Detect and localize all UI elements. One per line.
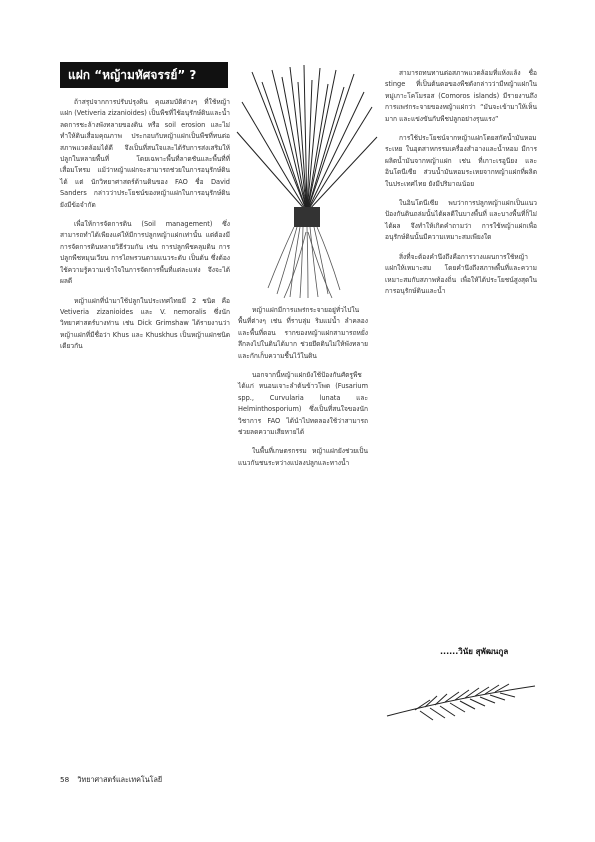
- author-signature: ......วินัย สุพัฒนกูล: [440, 647, 509, 656]
- paragraph: เพื่อให้การจัดการดิน (Soil management) ซึ่งสามารถทำได้เพียงแค่ให้มีการปลูกหญ้าแฝกเท่านั้น แต่ต้องมีการจัดการดินหลายวิธีร่วมกัน เช่น การปลูกพืชคลุมดิน การปลูกพืชหมุนเวียน การไถพรวนตามแนวระดับ เป็นต้น ซึ่งต้องใช้ความรู้ความเข้าใจในการจัดการพื้นที่แต่ละแห่ง จึงจะได้ผลดี: [60, 220, 230, 286]
- grass-spike-illustration: [385, 676, 537, 731]
- article-title: แฝก “หญ้ามหัศจรรย์” ?: [60, 62, 228, 88]
- publication-name: วิทยาศาสตร์และเทคโนโลยี: [77, 775, 163, 784]
- paragraph: สามารถทนทานต่อสภาพแวดล้อมที่แห้งแล้ง ชื่อ stinge ที่เป็นต้นตอของพืชดังกล่าวว่ามีหญ้าแฝกในหมู่เกาะโคโมรอส (Comoros islands) มีรายงานถึงการแพร่กระจายของหญ้าแฝกว่า “มันจะเข้ามาให้เห็นมาก และแข่งขันกับพืชปลูกอย่างรุนแรง”: [385, 69, 537, 123]
- middle-column: [238, 305, 368, 755]
- paragraph: การใช้ประโยชน์จากหญ้าแฝกโดยสกัดน้ำมันหอมระเหย ในอุตสาหกรรมเครื่องสำอางและน้ำหอม มีการผลิตน้ำมันจากหญ้าแฝก เช่น ที่เกาะเรอูนียง และอินโดนีเซีย ส่วนน้ำมันหอมระเหยจากหญ้าแฝกที่ผลิตในประเทศไทย ยังมีปริมาณน้อย: [385, 134, 537, 188]
- right-column: [385, 68, 537, 568]
- paragraph: นอกจากนี้หญ้าแฝกยังใช้ป้องกันศัตรูพืช ได้แก่ หนอนเจาะลำต้นข้าวโพด (Fusarium spp., Curvularia lunata และ Helminthosporium) ซึ่งเป็นที่สนใจของนักวิชาการ FAO ได้นำไปทดลองใช้ว่าสามารถช่วยลดความเสียหายได้: [238, 371, 368, 437]
- paragraph: ถ้าสรุปจากการปรับปรุงดิน คุณสมบัติต่างๆ ที่ใช้หญ้าแฝก (Vetiveria zizanioides) เป็นพืชที่ใช้อนุรักษ์ดินและน้ำ ลดการชะล้างพังทลายของดิน หรือ soil erosion และไม่ทำให้ดินเสื่อมคุณภาพ ประกอบกับหญ้าแฝกเป็นพืชที่ทนต่อสภาพแวดล้อมได้ดี จึงเป็นที่สนใจและได้รับการส่งเสริมให้ปลูกในหลายพื้นที่ โดยเฉพาะพื้นที่ลาดชันและพื้นที่ที่เสื่อมโทรม แม้ว่าหญ้าแฝกจะสามารถช่วยในการอนุรักษ์ดินได้ แต่ นักวิทยาศาสตร์ด้านดินของ FAO ชื่อ David Sanders กล่าวว่าประโยชน์ของหญ้าแฝกในการอนุรักษ์ดินยังมีข้อจำกัด: [60, 98, 230, 209]
- paragraph: ในอินโดนีเซีย พบว่าการปลูกหญ้าแฝกเป็นแนวป้องกันดินถล่มนั้นได้ผลดีในบางพื้นที่ และบางพื้นที่ก็ไม่ได้ผล จึงทำให้เกิดคำถามว่า การใช้หญ้าแฝกเพื่ออนุรักษ์ดินนั้นมีความเหมาะสมเพียงใด: [385, 199, 537, 242]
- vetiver-grass-illustration: [232, 62, 382, 300]
- left-column: [60, 97, 230, 757]
- page-footer: [60, 775, 162, 786]
- paragraph: หญ้าแฝกมีการแพร่กระจายอยู่ทั่วไปในพื้นที่ต่างๆ เช่น ที่ราบลุ่ม ริมแม่น้ำ ลำคลอง และพื้นที่ดอน รากของหญ้าแฝกสามารถหยั่งลึกลงไปในดินได้มาก ช่วยยึดดินไม่ให้พังทลาย และกักเก็บความชื้นไว้ในดิน: [238, 306, 368, 360]
- paragraph: สิ่งที่จะต้องคำนึงถึงคือการวางแผนการใช้หญ้าแฝกให้เหมาะสม โดยคำนึงถึงสภาพพื้นที่และความเหมาะสมกับสภาพท้องถิ่น เพื่อให้ได้ประโยชน์สูงสุดในการอนุรักษ์ดินและน้ำ: [385, 252, 537, 295]
- paragraph: ในพื้นที่เกษตรกรรม หญ้าแฝกยังช่วยเป็นแนวกันชนระหว่างแปลงปลูกและทางน้ำ: [238, 447, 368, 467]
- paragraph: หญ้าแฝกที่นำมาใช้ปลูกในประเทศไทยมี 2 ชนิด คือ Vetiveria zizanioides และ V. nemoralis ซึ่งนักวิทยาศาสตร์บางท่าน เช่น Dick Grimshaw ได้รายงานว่าหญ้าแฝกที่มีชื่อว่า Khus และ Khuskhus เป็นหญ้าแฝกชนิดเดียวกัน: [60, 296, 230, 351]
- page-number: 58: [60, 775, 70, 784]
